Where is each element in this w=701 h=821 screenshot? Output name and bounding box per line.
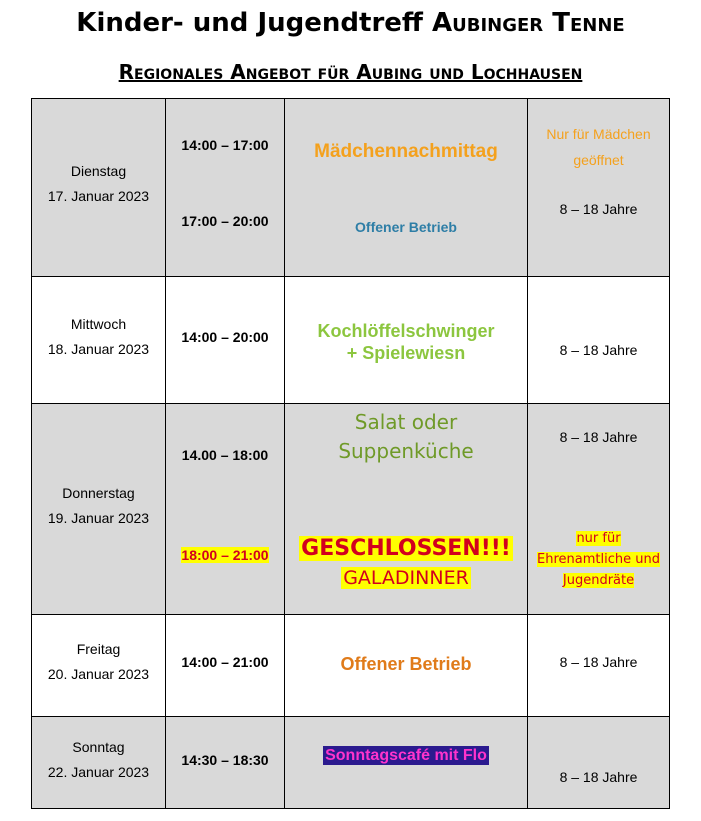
schedule-table [31,98,670,809]
title-name: Aubinger Tenne [432,8,625,38]
time-slot: 14:00 – 21:00 [181,654,269,670]
day-name: Sonntag [72,739,125,755]
event-cell [285,615,528,717]
time-cell [166,717,285,809]
event-title: Salat oder [354,410,458,434]
day-name: Mittwoch [70,316,127,332]
time-cell [166,615,285,717]
day-date: 19. Januar 2023 [47,510,150,526]
table-row [32,615,670,717]
note-cell [528,615,670,717]
table-row [32,404,670,615]
page-subtitle: Regionales Angebot für Aubing und Lochhausen [118,60,583,84]
day-date: 18. Januar 2023 [47,341,150,357]
time-cell [166,277,285,404]
time-slot: 14:00 – 20:00 [181,329,269,345]
event-title-highlighted: Sonntagscafé mit Flo [325,747,487,764]
time-slot: 14:30 – 18:30 [181,752,269,768]
title-prefix: Kinder- und Jugendtreff [76,8,433,38]
note-line: nur für [576,531,621,546]
note-cell [528,717,670,809]
time-cell [166,404,285,615]
day-cell [32,615,166,717]
event-cell [285,99,528,277]
event-title: + Spielewiesn [346,343,466,363]
closed-notice: GESCHLOSSEN!!! [301,536,511,561]
note-line: Ehrenamtliche und [537,552,660,567]
time-slot: 17:00 – 20:00 [181,213,269,229]
note-line: geöffnet [573,152,624,168]
day-cell [32,277,166,404]
table-row [32,277,670,404]
page-title [0,8,701,38]
event-cell [285,404,528,615]
age-range: 8 – 18 Jahre [559,429,638,445]
note-line: Jugendräte [562,573,635,588]
note-line: Nur für Mädchen [546,126,651,142]
time-slot: 14:00 – 17:00 [181,137,269,153]
event-cell [285,277,528,404]
time-slot: 14.00 – 18:00 [181,447,269,463]
event-title: Offener Betrieb [355,219,457,235]
day-name: Dienstag [70,163,127,179]
table-row [32,717,670,809]
day-date: 17. Januar 2023 [47,188,150,204]
time-cell [166,99,285,277]
day-cell [32,99,166,277]
age-range: 8 – 18 Jahre [559,769,638,785]
day-cell [32,404,166,615]
day-name: Donnerstag [62,485,135,501]
event-title: GALADINNER [343,567,469,589]
time-slot-highlighted: 18:00 – 21:00 [181,547,269,563]
note-cell [528,404,670,615]
age-range: 8 – 18 Jahre [559,654,638,670]
day-date: 22. Januar 2023 [47,764,150,780]
event-title: Offener Betrieb [340,654,472,674]
day-name: Freitag [76,641,121,657]
day-cell [32,717,166,809]
event-cell [285,717,528,809]
day-date: 20. Januar 2023 [47,666,150,682]
age-range: 8 – 18 Jahre [559,201,638,217]
age-range: 8 – 18 Jahre [559,342,638,358]
event-title: Kochlöffelschwinger [317,321,495,341]
event-title: Mädchennachmittag [314,141,498,162]
event-title: Suppenküche [338,439,474,463]
table-row [32,99,670,277]
note-cell [528,99,670,277]
note-cell [528,277,670,404]
